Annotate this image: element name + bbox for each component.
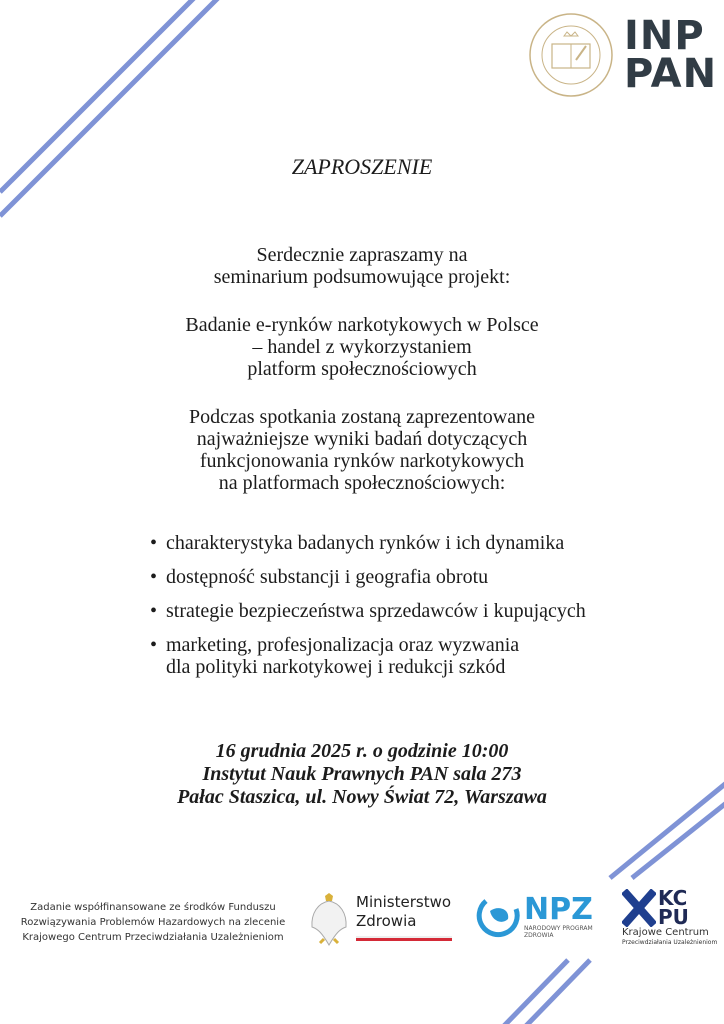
event-address: Pałac Staszica, ul. Nowy Świat 72, Warszawa — [177, 786, 547, 808]
ministry-line: Zdrowia — [356, 912, 417, 930]
funding-line: Zadanie współfinansowane ze środków Funduszu — [30, 902, 276, 913]
list-item: • dostępność substancji i geografia obrotu — [150, 566, 586, 588]
project-line: platform społecznościowych — [247, 358, 477, 380]
seal-icon — [528, 12, 614, 98]
inp-pan-logo — [528, 12, 717, 98]
npz-circle-icon — [476, 895, 520, 939]
list-item: • marketing, profesjonalizacja oraz wyzwania dla polityki narkotykowej i redukcji szkód — [150, 634, 586, 678]
eagle-icon — [308, 893, 350, 949]
event-venue: Instytut Nauk Prawnych PAN sala 273 — [202, 763, 522, 785]
project-line: – handel z wykorzystaniem — [252, 336, 472, 358]
kcpu-subtitle-2: Przeciwdziałania Uzależnieniom — [622, 939, 718, 946]
intro-line: seminarium podsumowujące projekt: — [213, 266, 511, 288]
project-title — [0, 314, 724, 380]
funding-line: Rozwiązywania Problemów Hazardowych na zlecenie — [20, 917, 286, 928]
kcpu-x-icon — [622, 889, 656, 927]
funding-note — [4, 900, 302, 945]
description-line: Podczas spotkania zostaną zaprezentowane — [189, 406, 535, 428]
kcpu-top: KC — [658, 886, 688, 910]
logo-pan: PAN — [624, 51, 718, 97]
list-item: • strategie bezpieczeństwa sprzedawców i kupujących — [150, 600, 586, 622]
description-line: najważniejsze wyniki badań dotyczących — [196, 428, 528, 450]
event-date: 16 grudnia 2025 r. o godzinie 10:00 — [215, 740, 509, 762]
ministry-of-health-logo — [308, 893, 468, 949]
flag-bar — [356, 936, 452, 941]
npz-text: NPZ — [524, 895, 593, 927]
description-line: funkcjonowania rynków narkotykowych — [199, 450, 525, 472]
kcpu-logo — [622, 886, 720, 946]
logo-inp: INP — [624, 13, 705, 59]
npz-subtitle: NARODOWY PROGRAM ZDROWIA — [524, 925, 593, 939]
intro-line: Serdecznie zapraszamy na — [256, 244, 468, 266]
ministry-line: Ministerstwo — [356, 893, 452, 911]
project-line: Badanie e-rynków narkotykowych w Polsce — [185, 314, 539, 336]
description — [0, 406, 724, 494]
page-title: ZAPROSZENIE — [291, 154, 433, 179]
list-item: • charakterystyka badanych rynków i ich dynamika — [150, 532, 586, 554]
description-line: na platformach społecznościowych: — [218, 472, 506, 494]
npz-logo — [476, 895, 614, 939]
intro — [0, 244, 724, 288]
topic-list — [150, 532, 586, 690]
kcpu-subtitle: Krajowe Centrum — [622, 927, 709, 938]
event-details — [0, 740, 724, 809]
funding-line: Krajowego Centrum Przeciwdziałania Uzależnieniom — [22, 932, 284, 943]
kcpu-bottom: PU — [658, 905, 689, 929]
